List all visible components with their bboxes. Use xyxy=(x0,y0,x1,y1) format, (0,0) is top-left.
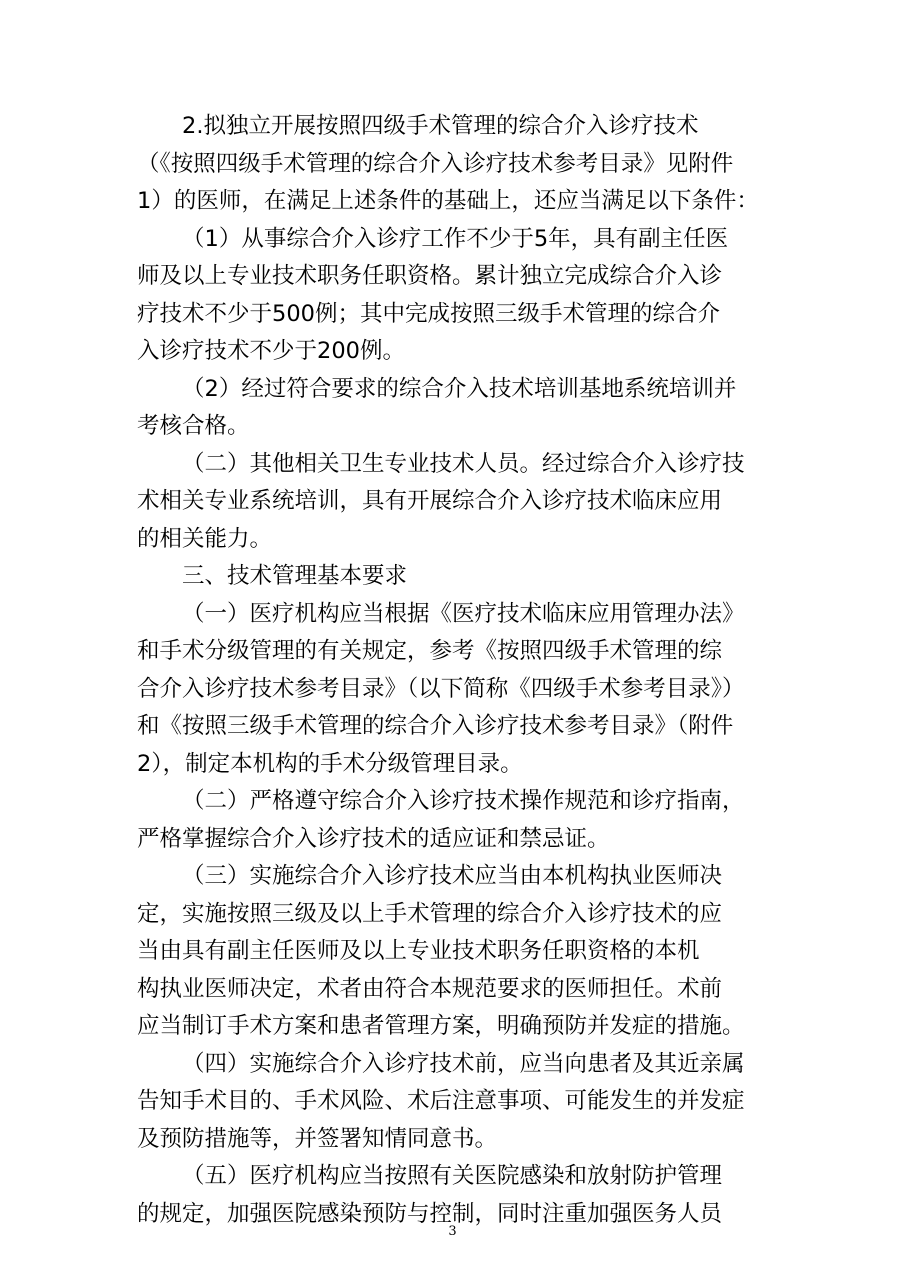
text-line: 告知手术目的、手术风险、术后注意事项、可能发生的并发症 xyxy=(137,1088,745,1114)
text-line: （一）医疗机构应当根据《医疗技术临床应用管理办法》 xyxy=(182,600,745,627)
page-number: 3 xyxy=(448,1224,457,1239)
text-line: （五）医疗机构应当按照有关医院感染和放射防护管理 xyxy=(182,1163,723,1189)
paragraph xyxy=(137,108,777,221)
text-line: 考核合格。 xyxy=(137,413,250,439)
paragraph xyxy=(137,596,777,784)
text-line: 和手术分级管理的有关规定，参考《按照四级手术管理的综 xyxy=(137,638,723,664)
text-line: 当由具有副主任医师及以上专业技术职务任职资格的本机 xyxy=(137,938,700,964)
paragraph xyxy=(137,1046,777,1159)
text-line: 及预防措施等，并签署知情同意书。 xyxy=(137,1125,498,1152)
text-line: （二）严格遵守综合介入诊疗技术操作规范和诊疗指南， xyxy=(182,788,745,814)
text-line: 术相关专业系统培训，具有开展综合介入诊疗技术临床应用 xyxy=(137,488,723,514)
paragraph xyxy=(137,1158,777,1233)
text-line: 的相关能力。 xyxy=(137,525,273,552)
text-line: 1）的医师，在满足上述条件的基础上，还应当满足以下条件： xyxy=(137,188,759,214)
text-line: 构执业医师决定，术者由符合本规范要求的医师担任。术前 xyxy=(137,975,723,1002)
text-line: 应当制订手术方案和患者管理方案，明确预防并发症的措施。 xyxy=(137,1013,745,1039)
text-line: 的规定，加强医院感染预防与控制，同时注重加强医务人员 xyxy=(137,1200,723,1227)
text-line: （二）其他相关卫生专业技术人员。经过综合介入诊疗技 xyxy=(182,450,745,477)
text-line: 师及以上专业技术职务任职资格。累计独立完成综合介入诊 xyxy=(137,263,723,289)
paragraph xyxy=(137,371,777,446)
text-line: 三、技术管理基本要求 xyxy=(182,563,408,589)
text-line: 2.拟独立开展按照四级手术管理的综合介入诊疗技术 xyxy=(182,113,699,139)
paragraph xyxy=(137,783,777,858)
text-line: 合介入诊疗技术参考目录》（以下简称《四级手术参考目录》） xyxy=(137,675,745,702)
text-line: （2）经过符合要求的综合介入技术培训基地系统培训并 xyxy=(182,375,737,402)
text-line: 入诊疗技术不少于200例。 xyxy=(137,338,405,364)
paragraph xyxy=(137,446,777,559)
paragraph xyxy=(137,558,777,596)
text-line: （1）从事综合介入诊疗工作不少于5年，具有副主任医 xyxy=(182,225,729,252)
text-line: （三）实施综合介入诊疗技术应当由本机构执业医师决 xyxy=(182,863,723,889)
text-line: 定，实施按照三级及以上手术管理的综合介入诊疗技术的应 xyxy=(137,900,723,927)
paragraph xyxy=(137,858,777,1046)
text-line: 2），制定本机构的手术分级管理目录。 xyxy=(137,750,523,777)
text-line: 严格掌握综合介入诊疗技术的适应证和禁忌证。 xyxy=(137,825,610,852)
text-line: （《按照四级手术管理的综合介入诊疗技术参考目录》见附件 xyxy=(137,150,734,177)
text-line: 和《按照三级手术管理的综合介入诊疗技术参考目录》（附件 xyxy=(137,713,734,739)
body-text xyxy=(137,108,777,1233)
text-line: （四）实施综合介入诊疗技术前，应当向患者及其近亲属 xyxy=(182,1050,745,1077)
paragraph xyxy=(137,221,777,371)
text-line: 疗技术不少于500例；其中完成按照三级手术管理的综合介 xyxy=(137,300,720,327)
